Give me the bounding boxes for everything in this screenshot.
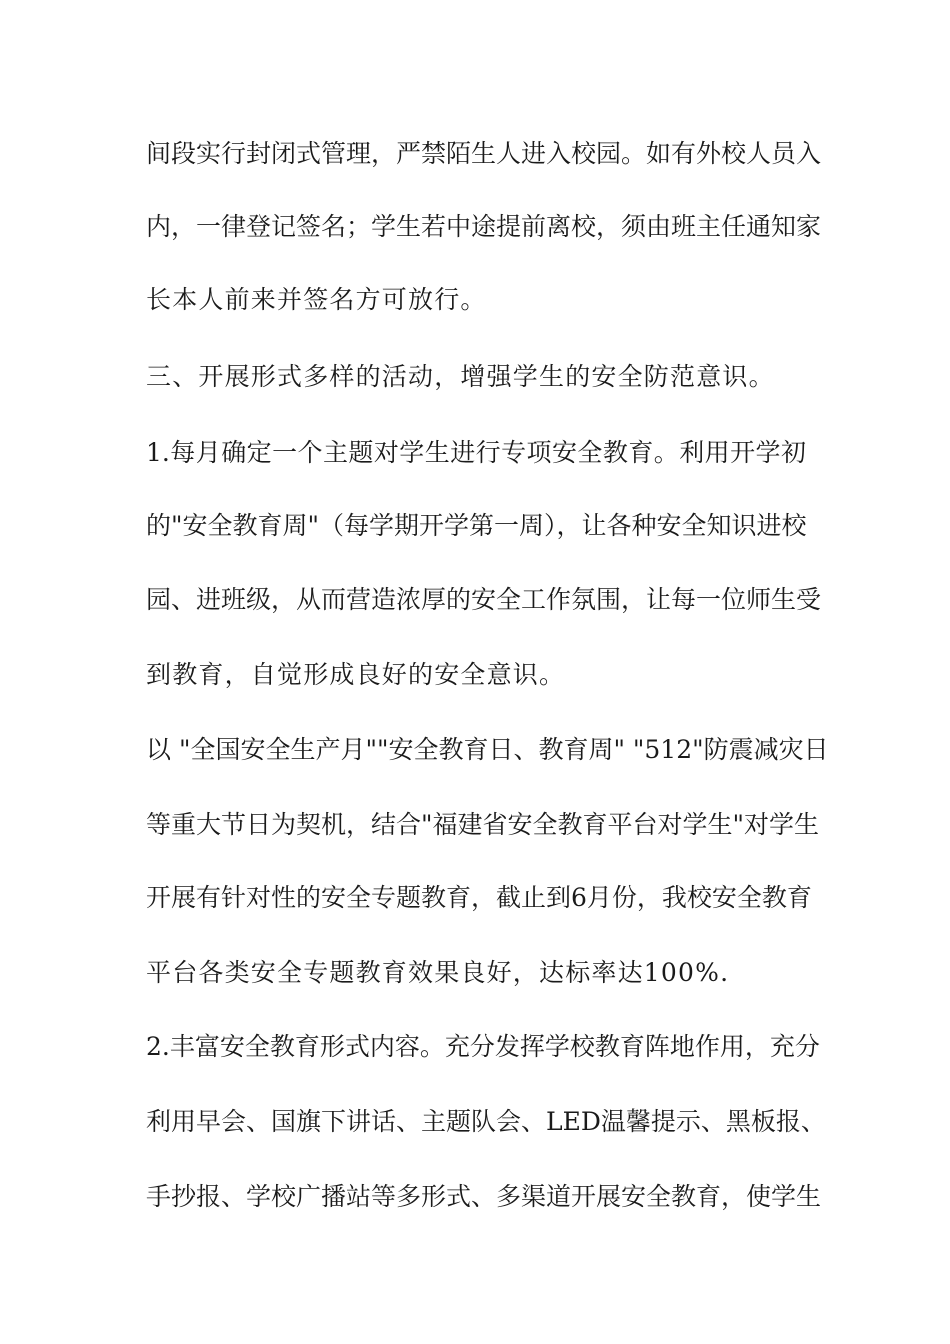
- body-text-line: 长本人前来并签名方可放行。: [146, 285, 487, 314]
- section-heading: 三、开展形式多样的活动，增强学生的安全防范意识。: [146, 362, 775, 391]
- body-text-line: 等重大节日为契机，结合"福建省安全教育平台对学生"对学生: [146, 810, 820, 839]
- body-text-line: 园、进班级，从而营造浓厚的安全工作氛围，让每一位师生受: [146, 585, 822, 614]
- body-text-line: 利用早会、国旗下讲话、主题队会、LED温馨提示、黑板报、: [146, 1107, 826, 1136]
- body-text-line: 以 "全国安全生产月""安全教育日、教育周" "512"防震减灾日: [146, 735, 829, 764]
- body-text-line: 到教育，自觉形成良好的安全意识。: [146, 660, 566, 689]
- body-text-line: 手抄报、学校广播站等多形式、多渠道开展安全教育，使学生: [146, 1182, 822, 1211]
- body-text-line: 开展有针对性的安全专题教育，截止到6月份，我校安全教育: [146, 883, 812, 912]
- body-text-line: 平台各类安全专题教育效果良好，达标率达100%.: [146, 958, 730, 987]
- body-text-line: 内，一律登记签名；学生若中途提前离校，须由班主任通知家: [146, 212, 822, 241]
- body-text-line: 的"安全教育周"（每学期开学第一周），让各种安全知识进校: [146, 511, 807, 540]
- body-text-line: 2.丰富安全教育形式内容。充分发挥学校教育阵地作用，充分: [146, 1032, 820, 1061]
- body-text-line: 1.每月确定一个主题对学生进行专项安全教育。利用开学初: [146, 438, 806, 467]
- body-text-line: 间段实行封闭式管理，严禁陌生人进入校园。如有外校人员入: [146, 139, 822, 168]
